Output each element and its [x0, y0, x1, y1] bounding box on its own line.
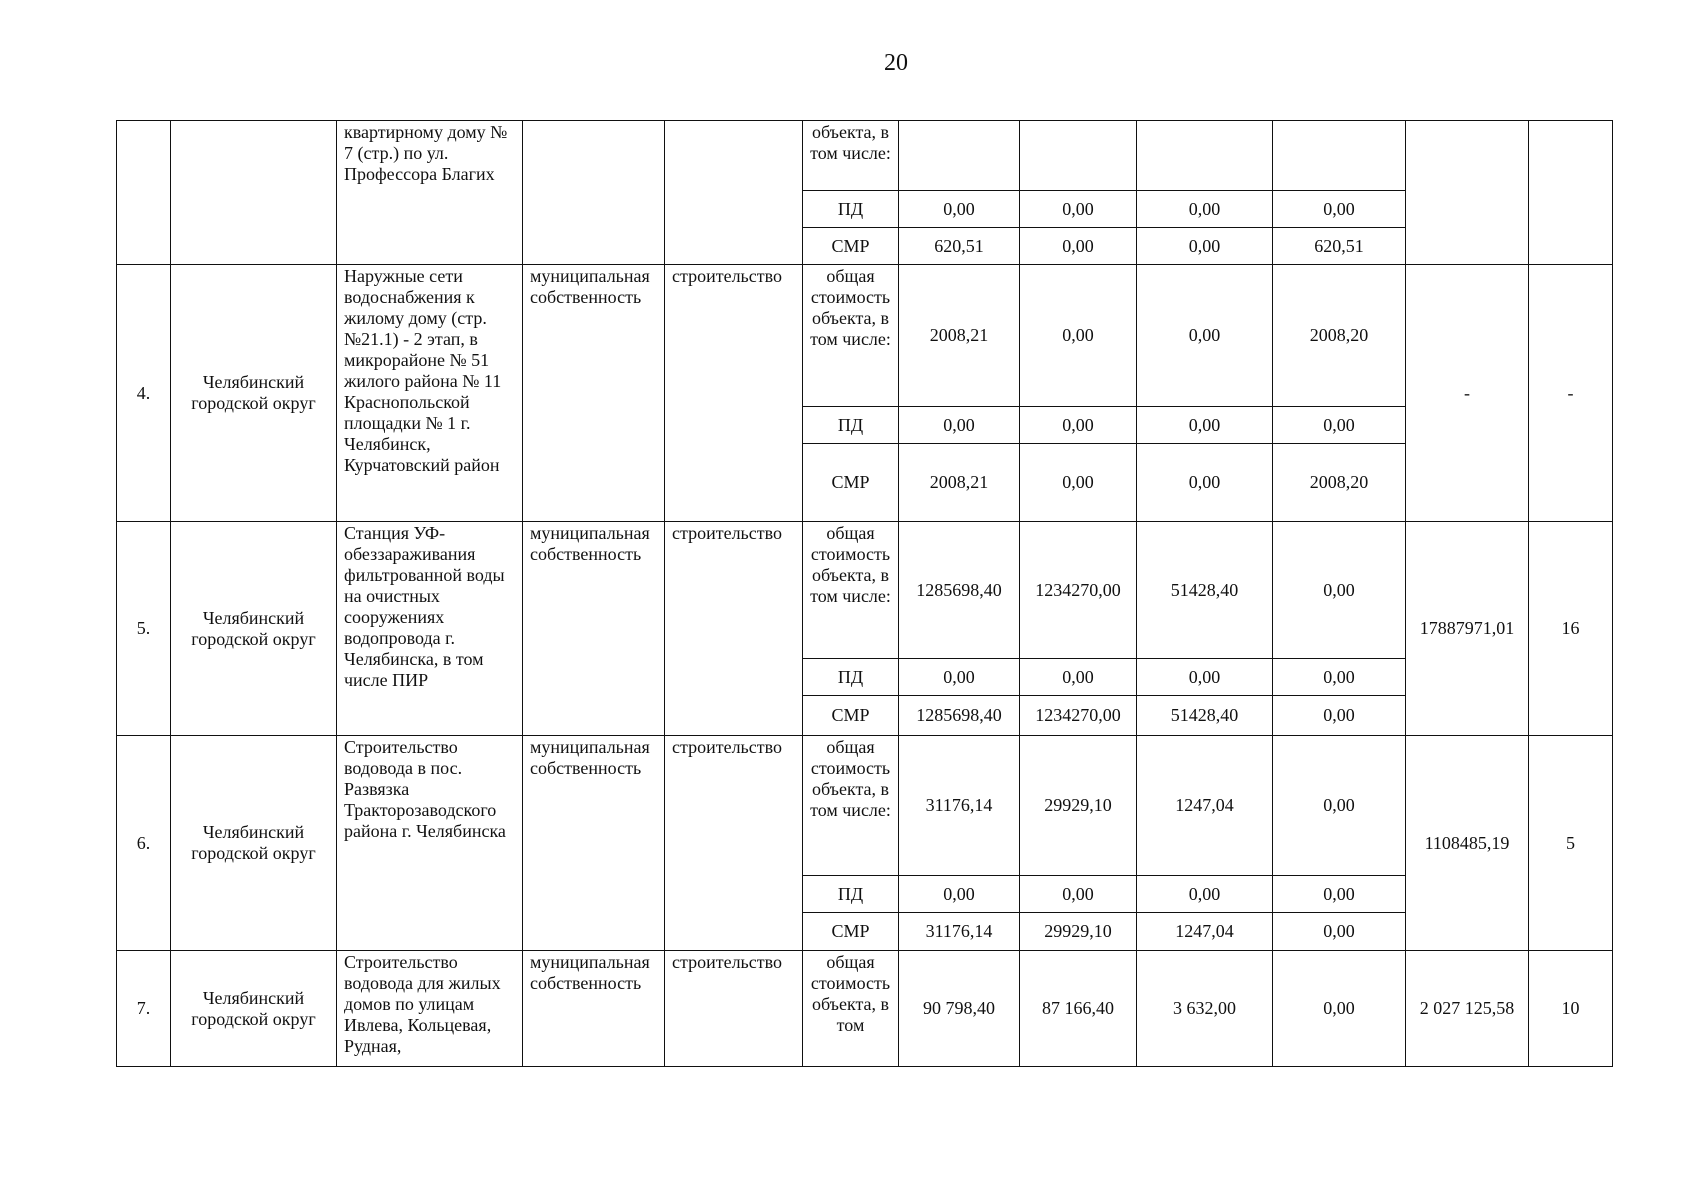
value-cell: 31176,14 — [899, 736, 1020, 876]
ownership-cell: муниципальная собственность — [523, 951, 665, 1067]
value-cell: 0,00 — [1020, 659, 1137, 696]
district-cell: Челябинский городской округ — [171, 265, 337, 522]
value-cell: 620,51 — [1273, 228, 1406, 265]
work-type-cell: строительство — [665, 736, 803, 951]
value-cell: 0,00 — [899, 876, 1020, 913]
value-cell: 1247,04 — [1137, 736, 1273, 876]
district-cell: Челябинский городской округ — [171, 951, 337, 1067]
value-cell: 3 632,00 — [1137, 951, 1273, 1067]
object-cell: Строительство водовода для жилых домов по улицам Ивлева, Кольцевая, Рудная, — [337, 951, 523, 1067]
table-row — [117, 121, 1613, 191]
value-cell: 0,00 — [899, 407, 1020, 444]
value-cell: 0,00 — [1273, 951, 1406, 1067]
count-cell — [1529, 121, 1613, 265]
cost-kind-cell: ПД — [803, 407, 899, 444]
work-type-cell: строительство — [665, 265, 803, 522]
cost-kind-cell: общая стоимость объекта, в том числе: — [803, 265, 899, 407]
ownership-cell: муниципальная собственность — [523, 265, 665, 522]
ownership-cell — [523, 121, 665, 265]
total-cell: 17887971,01 — [1406, 522, 1529, 736]
value-cell: 1285698,40 — [899, 522, 1020, 659]
value-cell: 51428,40 — [1137, 522, 1273, 659]
object-cell: Наружные сети водоснабжения к жилому дому (стр. №21.1) - 2 этап, в микрорайоне № 51 жилого района № 11 Краснопольской площадки № 1 г. Челябинск, Курчатовский район — [337, 265, 523, 522]
district-cell — [171, 121, 337, 265]
value-cell — [899, 121, 1020, 191]
value-cell: 1234270,00 — [1020, 696, 1137, 736]
value-cell: 2008,21 — [899, 444, 1020, 522]
total-cell: 1108485,19 — [1406, 736, 1529, 951]
row-number — [117, 121, 171, 265]
value-cell: 0,00 — [1137, 444, 1273, 522]
district-cell: Челябинский городской округ — [171, 736, 337, 951]
cost-kind-cell: ПД — [803, 876, 899, 913]
value-cell: 0,00 — [1020, 228, 1137, 265]
value-cell: 0,00 — [1020, 265, 1137, 407]
total-cell: 2 027 125,58 — [1406, 951, 1529, 1067]
value-cell: 0,00 — [1020, 191, 1137, 228]
table-row — [117, 522, 1613, 659]
count-cell: - — [1529, 265, 1613, 522]
row-number: 6. — [117, 736, 171, 951]
value-cell: 0,00 — [1020, 444, 1137, 522]
object-cell: Станция УФ-обеззараживания фильтрованной воды на очистных сооружениях водопровода г. Челябинска, в том числе ПИР — [337, 522, 523, 736]
value-cell: 0,00 — [1273, 522, 1406, 659]
work-type-cell: строительство — [665, 951, 803, 1067]
cost-kind-cell: общая стоимость объекта, в том числе: — [803, 736, 899, 876]
value-cell: 29929,10 — [1020, 913, 1137, 951]
total-cell: - — [1406, 265, 1529, 522]
value-cell: 2008,20 — [1273, 444, 1406, 522]
count-cell: 16 — [1529, 522, 1613, 736]
value-cell: 1234270,00 — [1020, 522, 1137, 659]
cost-kind-cell: СМР — [803, 696, 899, 736]
value-cell: 0,00 — [899, 659, 1020, 696]
value-cell: 31176,14 — [899, 913, 1020, 951]
cost-kind-cell: СМР — [803, 913, 899, 951]
table-row — [117, 265, 1613, 407]
work-type-cell — [665, 121, 803, 265]
value-cell — [1273, 121, 1406, 191]
total-cell — [1406, 121, 1529, 265]
value-cell: 0,00 — [1020, 876, 1137, 913]
page-number: 20 — [884, 50, 908, 76]
budget-table — [116, 120, 1613, 1067]
value-cell: 0,00 — [1273, 876, 1406, 913]
value-cell: 0,00 — [1137, 659, 1273, 696]
value-cell: 2008,21 — [899, 265, 1020, 407]
row-number: 4. — [117, 265, 171, 522]
cost-kind-cell: общая стоимость объекта, в том — [803, 951, 899, 1067]
value-cell: 0,00 — [1137, 876, 1273, 913]
object-cell: квартирному дому № 7 (стр.) по ул. Профессора Благих — [337, 121, 523, 265]
value-cell — [1137, 121, 1273, 191]
value-cell: 0,00 — [1137, 407, 1273, 444]
value-cell: 0,00 — [1273, 407, 1406, 444]
cost-kind-cell: СМР — [803, 444, 899, 522]
cost-kind-cell: объекта, в том числе: — [803, 121, 899, 191]
cost-kind-cell: ПД — [803, 659, 899, 696]
count-cell: 10 — [1529, 951, 1613, 1067]
value-cell: 0,00 — [1137, 228, 1273, 265]
value-cell: 87 166,40 — [1020, 951, 1137, 1067]
district-cell: Челябинский городской округ — [171, 522, 337, 736]
cost-kind-cell: ПД — [803, 191, 899, 228]
row-number: 7. — [117, 951, 171, 1067]
value-cell: 620,51 — [899, 228, 1020, 265]
count-cell: 5 — [1529, 736, 1613, 951]
value-cell: 51428,40 — [1137, 696, 1273, 736]
ownership-cell: муниципальная собственность — [523, 522, 665, 736]
object-cell: Строительство водовода в пос. Развязка Тракторозаводского района г. Челябинска — [337, 736, 523, 951]
table-row — [117, 736, 1613, 876]
value-cell: 0,00 — [1273, 696, 1406, 736]
cost-kind-cell: общая стоимость объекта, в том числе: — [803, 522, 899, 659]
value-cell: 0,00 — [1273, 736, 1406, 876]
value-cell: 1285698,40 — [899, 696, 1020, 736]
value-cell: 0,00 — [1137, 191, 1273, 228]
value-cell: 0,00 — [1273, 659, 1406, 696]
value-cell: 2008,20 — [1273, 265, 1406, 407]
row-number: 5. — [117, 522, 171, 736]
value-cell: 90 798,40 — [899, 951, 1020, 1067]
value-cell: 0,00 — [1273, 191, 1406, 228]
value-cell: 0,00 — [899, 191, 1020, 228]
cost-kind-cell: СМР — [803, 228, 899, 265]
ownership-cell: муниципальная собственность — [523, 736, 665, 951]
value-cell: 0,00 — [1137, 265, 1273, 407]
value-cell: 0,00 — [1273, 913, 1406, 951]
value-cell: 1247,04 — [1137, 913, 1273, 951]
table-row — [117, 951, 1613, 1067]
value-cell: 0,00 — [1020, 407, 1137, 444]
value-cell: 29929,10 — [1020, 736, 1137, 876]
work-type-cell: строительство — [665, 522, 803, 736]
value-cell — [1020, 121, 1137, 191]
